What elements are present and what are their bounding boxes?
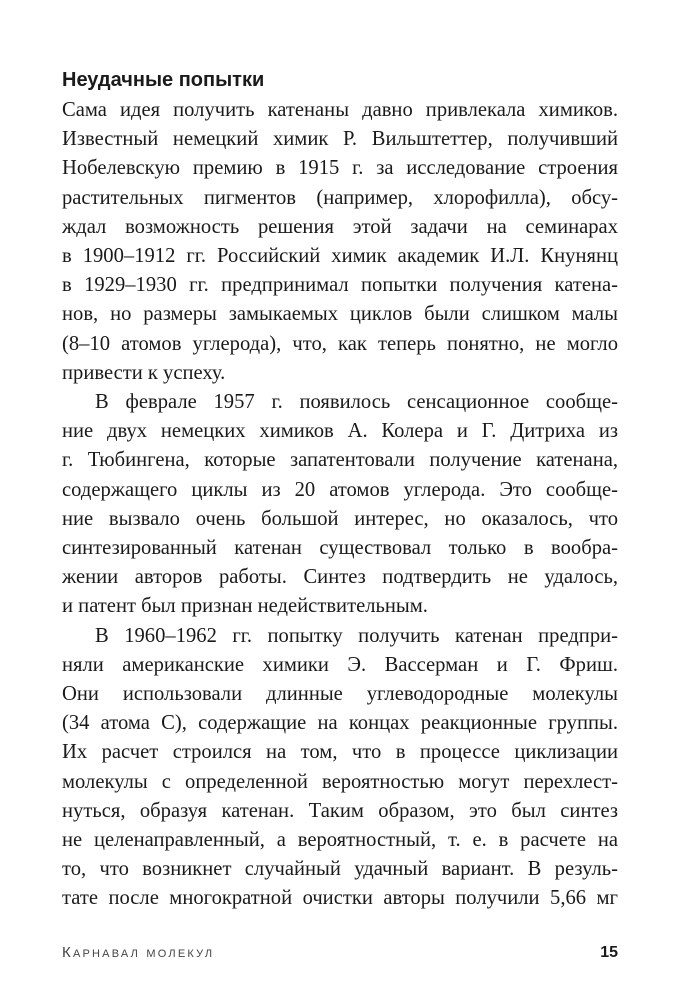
paragraph-2 — [62, 388, 618, 622]
text-line: ние вызвало очень большой интерес, но оказалось, что — [62, 507, 618, 530]
text-line: нуться, образуя катенан. Таким образом, это был синтез — [62, 799, 618, 822]
text-line: Нобелевскую премию в 1915 г. за исследование строения — [62, 157, 618, 180]
text-line: В 1960–1962 гг. попытку получить катенан предпри- — [95, 624, 618, 647]
text-line: в 1929–1930 гг. предпринимал попытки получения катена- — [62, 274, 618, 297]
text-line: ждал возможность решения этой задачи на семинарах — [62, 215, 618, 238]
page-footer — [62, 944, 618, 968]
text-line: синтезированный катенан существовал только в вообра- — [62, 537, 618, 560]
text-line: Их расчет строился на том, что в процессе циклизации — [62, 741, 618, 764]
section-heading: Неудачные попытки — [62, 69, 265, 91]
text-line: то, что возникнет случайный удачный вариант. В резуль- — [62, 858, 618, 881]
text-line: растительных пигментов (например, хлорофилла), обсу- — [62, 186, 618, 209]
text-line: и патент был признан недействительным. — [62, 595, 428, 618]
text-line: (8–10 атомов углерода), что, как теперь понятно, не могло — [62, 332, 618, 355]
text-line: привести к успеху. — [62, 361, 226, 384]
text-line: тате после многократной очистки авторы получили 5,66 мг — [62, 887, 618, 910]
text-line: не целенаправленный, а вероятностный, т. е. в расчете на — [62, 829, 618, 852]
page-body — [62, 66, 618, 914]
page-number: 15 — [600, 944, 618, 961]
text-line: (34 атома С), содержащие на концах реакционные группы. — [62, 712, 618, 735]
text-line: жении авторов работы. Синтез подтвердить не удалось, — [62, 566, 618, 589]
paragraph-1 — [62, 96, 618, 388]
text-line: ние двух немецких химиков А. Колера и Г. Дитриха из — [62, 420, 618, 443]
text-line: в 1900–1912 гг. Российский химик академик И.Л. Кнунянц — [62, 245, 618, 268]
text-line: г. Тюбингена, которые запатентовали получение катенана, — [62, 449, 618, 472]
text-line: няли американские химики Э. Вассерман и Г. Фриш. — [62, 653, 618, 676]
text-line: В феврале 1957 г. появилось сенсационное сообще- — [95, 391, 618, 414]
text-line: содержащего циклы из 20 атомов углерода. Это сообще- — [62, 478, 618, 501]
running-title: Карнавал молекул — [62, 944, 215, 961]
text-line: Известный немецкий химик Р. Вильштеттер, получивший — [62, 128, 618, 151]
text-line: нов, но размеры замыкаемых циклов были слишком малы — [62, 303, 618, 326]
text-line: молекулы с определенной вероятностью могут перехлест- — [62, 770, 618, 793]
text-line: Они использовали длинные углеводородные молекулы — [62, 683, 618, 706]
text-line: Сама идея получить катенаны давно привлекала химиков. — [62, 99, 618, 121]
paragraph-3 — [62, 622, 618, 914]
